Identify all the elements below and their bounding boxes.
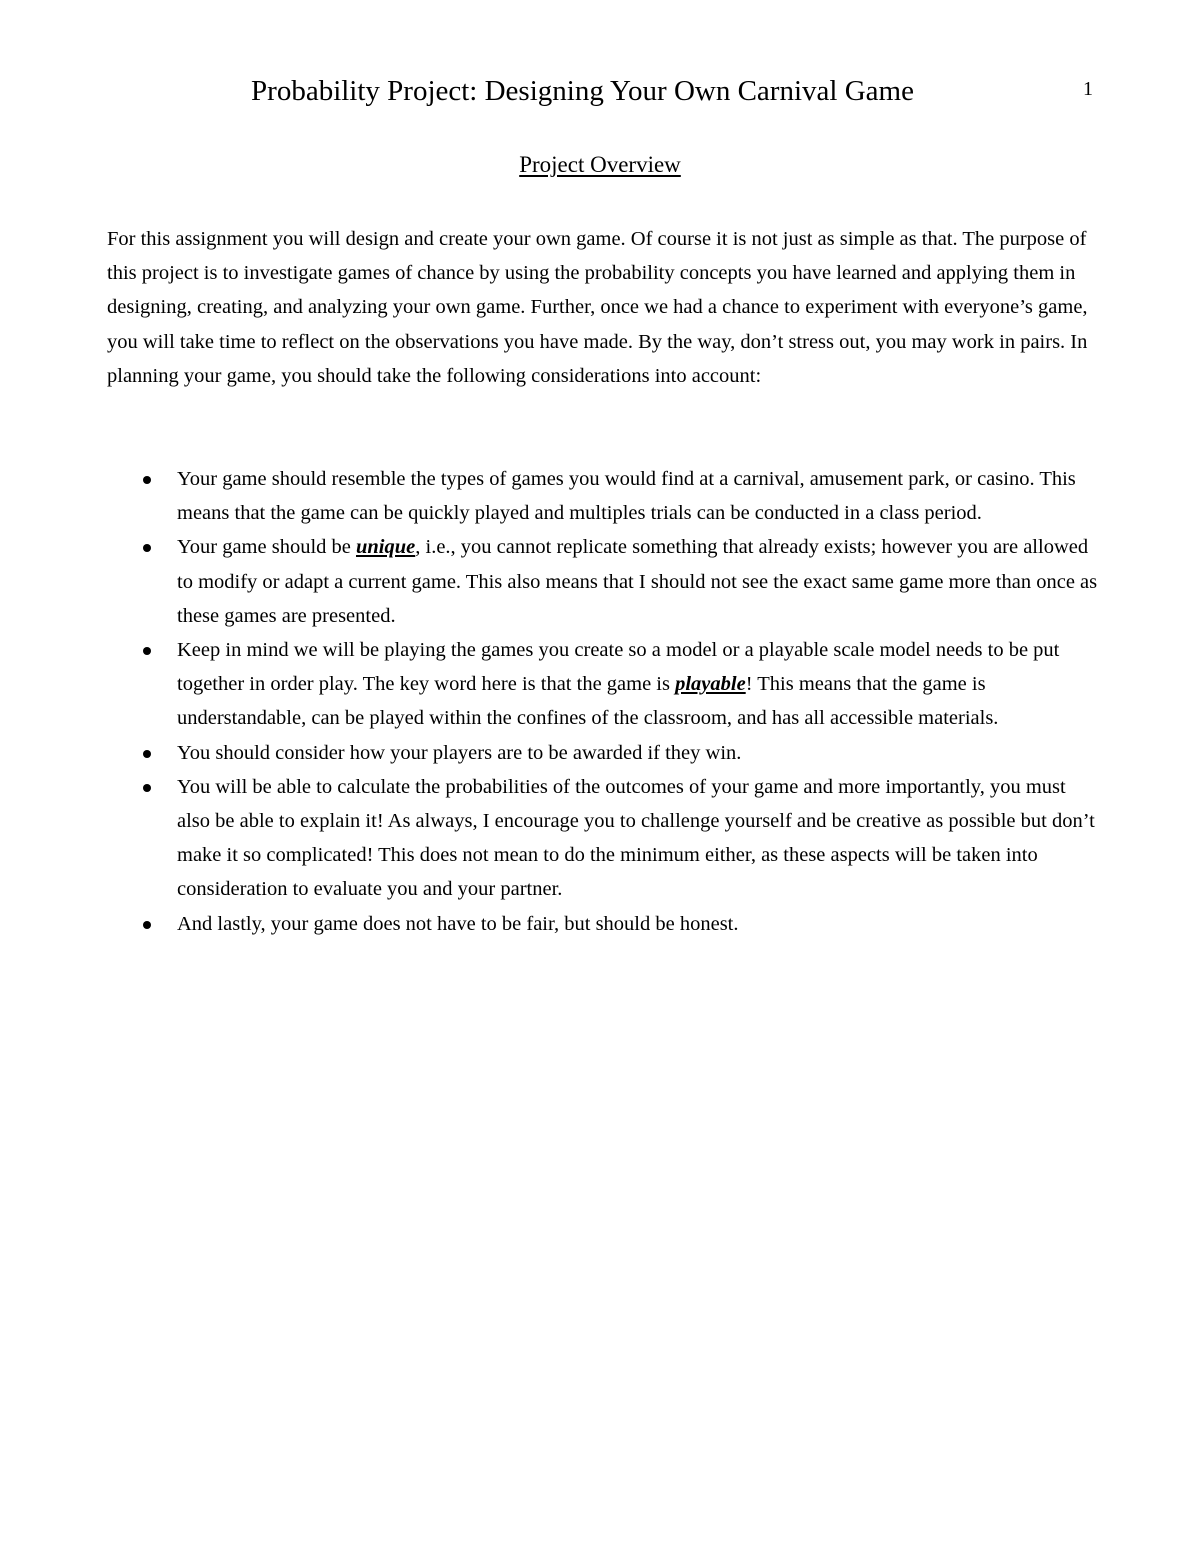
- list-item: [177, 736, 1099, 770]
- list-item: [177, 770, 1099, 907]
- bullet-icon: [143, 784, 151, 792]
- list-item: [177, 907, 1099, 941]
- considerations-list: [177, 462, 1099, 941]
- list-item-text: Your game should resemble the types of games you would find at a carnival, amusement park, or casino. This means that the game can be quickly played and multiples trials can be conducted in a class period.: [177, 468, 1076, 525]
- page-number: 1: [1083, 78, 1093, 100]
- bullet-icon: [143, 476, 151, 484]
- list-item-text: And lastly, your game does not have to be fair, but should be honest.: [177, 912, 739, 935]
- list-item-text: Your game should be: [177, 536, 356, 559]
- emphasized-word: unique: [356, 536, 416, 559]
- section-heading: Project Overview: [519, 152, 681, 177]
- list-item-text: You will be able to calculate the probabilities of the outcomes of your game and more importantly, you must also be able to explain it! As always, I encourage you to challenge yourself and be creative as possible but don’t make it so complicated! This does not mean to do the minimum either, as these aspects will be taken into consideration to evaluate you and your partner.: [177, 775, 1095, 901]
- intro-paragraph: For this assignment you will design and create your own game. Of course it is not just as simple as that. The purpose of this project is to investigate games of chance by using the probability concepts you have learned and applying them in designing, creating, and analyzing your own game. Further, once we had a chance to experiment with everyone’s game, you will take time to reflect on the observations you have made. By the way, don’t stress out, you may work in pairs. In planning your game, you should take the following considerations into account:: [107, 228, 1088, 387]
- list-item-text: Keep in mind we will be playing the games you create so a model or a playable scale model needs to be put together in order play. The key word here is that the game is: [177, 639, 1060, 696]
- list-item: [177, 462, 1099, 530]
- bullet-icon: [143, 750, 151, 758]
- bullet-icon: [143, 647, 151, 655]
- list-item-text: You should consider how your players are to be awarded if they win.: [177, 741, 742, 764]
- bullet-icon: [143, 921, 151, 929]
- bullet-icon: [143, 544, 151, 552]
- list-item: [177, 530, 1099, 633]
- list-item-text: ! This means that the game is understandable, can be played within the confines of the classroom, and has all accessible materials.: [177, 673, 999, 730]
- emphasized-word: playable: [675, 673, 746, 696]
- list-item: [177, 633, 1099, 736]
- list-item-text: , i.e., you cannot replicate something that already exists; however you are allowed to modify or adapt a current game. This also means that I should not see the exact same game more than once as these games are presented.: [177, 536, 1098, 627]
- document-title: Probability Project: Designing Your Own Carnival Game: [251, 75, 914, 107]
